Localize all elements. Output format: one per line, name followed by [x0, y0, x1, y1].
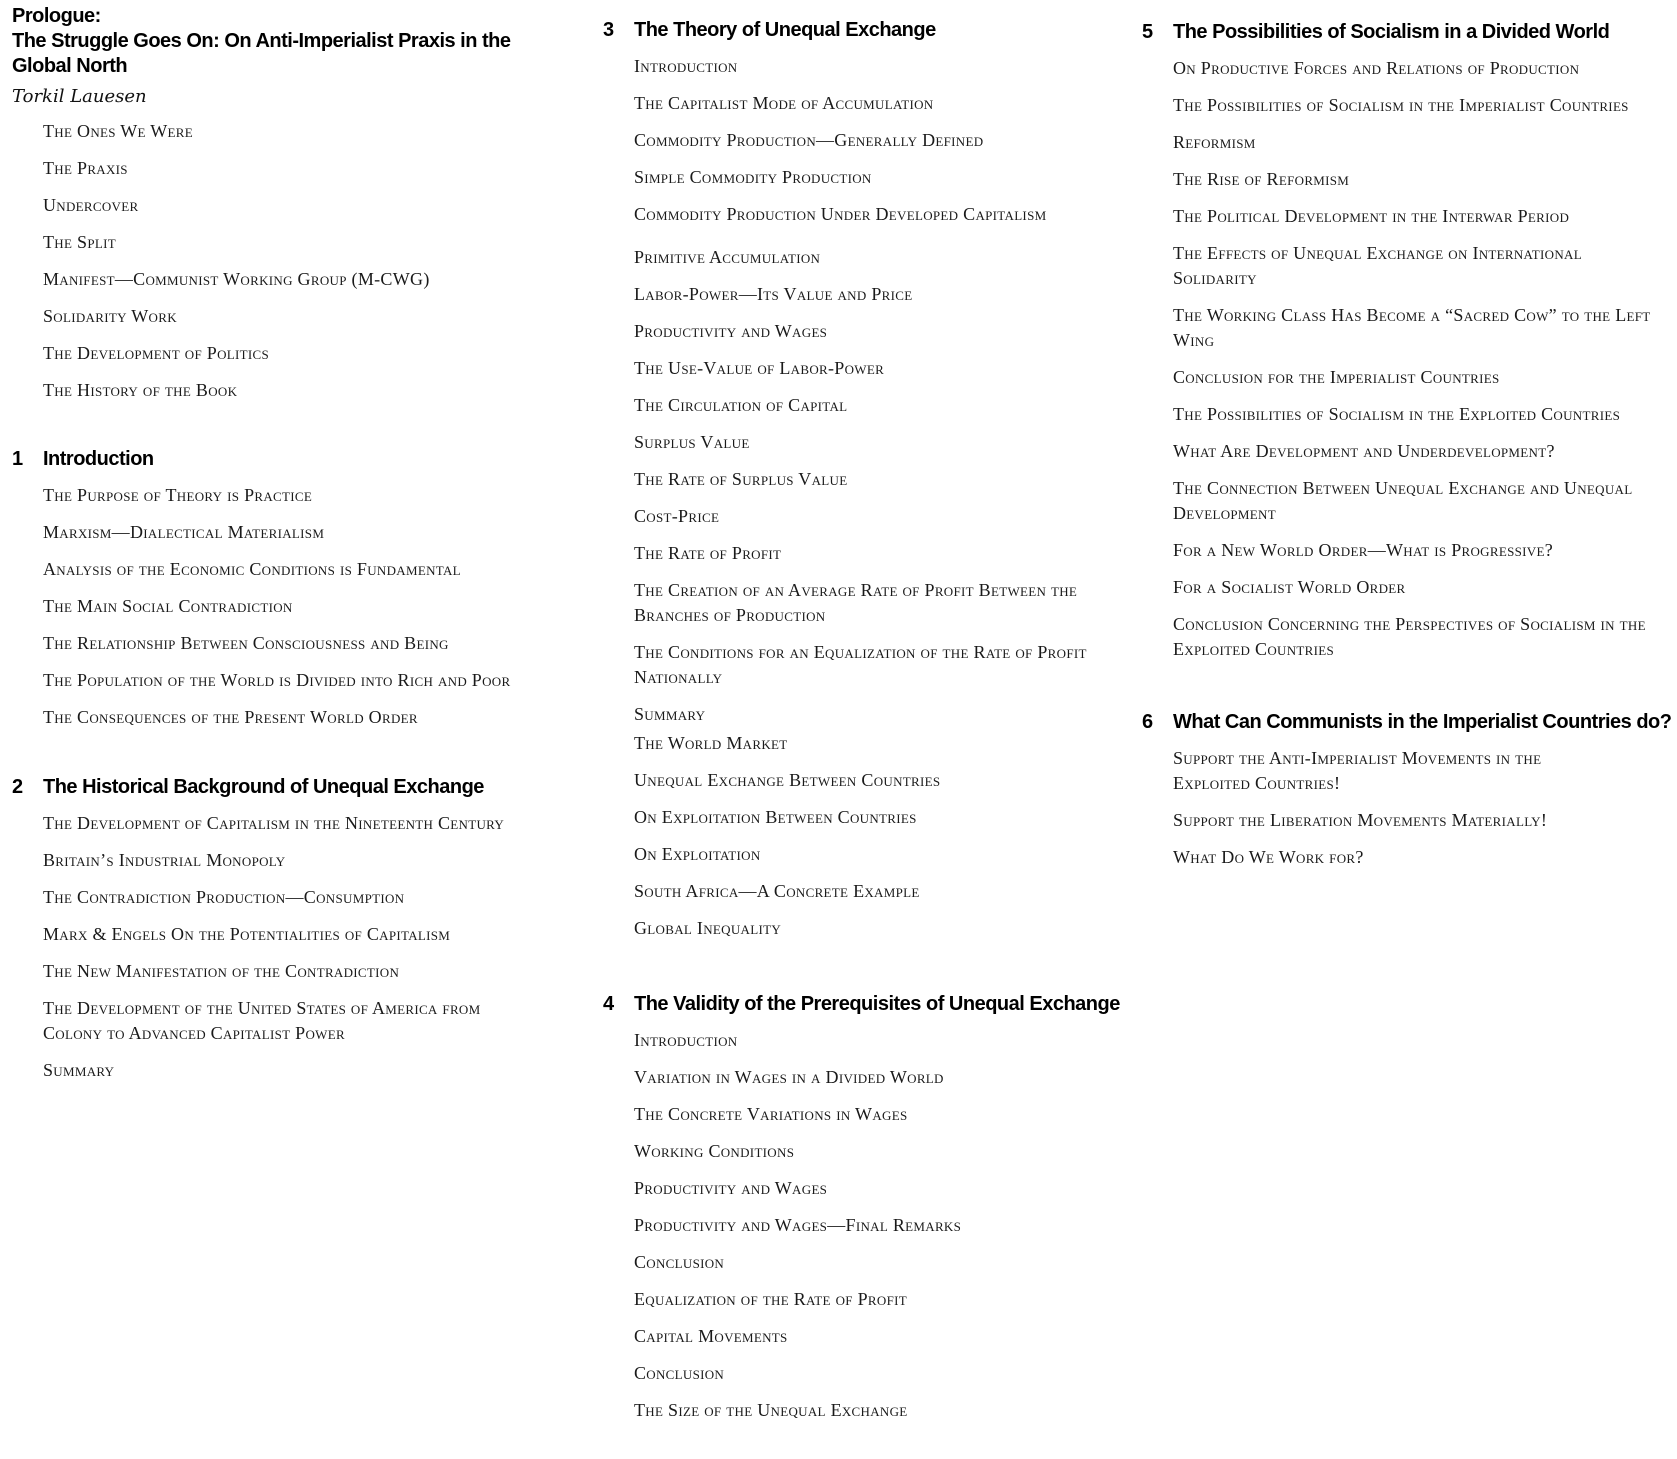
prologue-title: The Struggle Goes On: On Anti-Imperialist Praxis in the Global North — [12, 30, 511, 77]
toc-entry[interactable]: The Possibilities of Socialism in the Exploited Countries — [1173, 404, 1621, 424]
toc-entry[interactable]: Working Conditions — [634, 1141, 795, 1161]
toc-entry[interactable]: The Ones We Were — [43, 121, 194, 141]
chapter-number: 1 — [12, 448, 23, 470]
toc-entry[interactable]: The Consequences of the Present World Order — [43, 707, 418, 727]
toc-entry[interactable]: The Purpose of Theory is Practice — [43, 485, 313, 505]
toc-entry[interactable]: The Main Social Contradiction — [43, 596, 293, 616]
toc-entry[interactable]: The History of the Book — [43, 380, 238, 400]
toc-entry[interactable]: Analysis of the Economic Conditions is Fundamental — [43, 559, 461, 579]
toc-entry[interactable]: Productivity and Wages — [634, 321, 828, 341]
chapter-heading[interactable] — [1142, 20, 1677, 45]
toc-entry[interactable]: Introduction — [634, 1030, 738, 1050]
toc-entry[interactable]: The Use-Value of Labor-Power — [634, 358, 885, 378]
toc-entry[interactable]: On Exploitation Between Countries — [634, 807, 917, 827]
toc-entry[interactable]: Support the Anti-Imperialist Movements in the Exploited Countries! — [1173, 748, 1542, 793]
toc-entry[interactable]: The Conditions for an Equalization of the Rate of Profit Nationally — [634, 642, 1087, 687]
toc-entry[interactable]: Unequal Exchange Between Countries — [634, 770, 941, 790]
chapter-number: 5 — [1142, 21, 1153, 43]
toc-entry[interactable]: Commodity Production—Generally Defined — [634, 130, 984, 150]
toc-entry[interactable]: Productivity and Wages—Final Remarks — [634, 1215, 962, 1235]
prologue-label: Prologue: — [12, 5, 101, 27]
toc-entry[interactable]: The Praxis — [43, 158, 128, 178]
toc-entry[interactable]: The Split — [43, 232, 116, 252]
toc-entry[interactable]: The Rate of Surplus Value — [634, 469, 848, 489]
toc-entry[interactable]: Support the Liberation Movements Materially! — [1173, 810, 1548, 830]
toc-entry[interactable]: Primitive Accumulation — [634, 247, 821, 267]
toc-entry[interactable]: The Connection Between Unequal Exchange and Unequal Development — [1173, 478, 1633, 523]
chapter-entry-list — [12, 811, 553, 1083]
toc-entry[interactable]: The Political Development in the Interwar Period — [1173, 206, 1570, 226]
toc-entry[interactable]: Simple Commodity Production — [634, 167, 872, 187]
toc-entry[interactable]: Global Inequality — [634, 918, 782, 938]
toc-entry[interactable]: Solidarity Work — [43, 306, 177, 326]
chapter-number: 2 — [12, 776, 23, 798]
toc-entry[interactable]: The Circulation of Capital — [634, 395, 848, 415]
toc-entry[interactable]: The Development of the United States of America from Colony to Advanced Capitalist Power — [43, 998, 481, 1043]
chapter-entry-list — [12, 483, 572, 730]
chapter-number: 3 — [603, 19, 614, 41]
chapter-entry-list — [603, 1028, 1133, 1423]
prologue-entry-list — [12, 119, 572, 403]
chapter-heading[interactable] — [603, 992, 1133, 1017]
chapter-heading[interactable] — [603, 18, 1133, 43]
toc-entry[interactable]: The Rise of Reformism — [1173, 169, 1350, 189]
chapter-entry-list — [1142, 746, 1613, 870]
toc-entry[interactable]: Cost-Price — [634, 506, 720, 526]
toc-entry[interactable]: Manifest—Communist Working Group (M-CWG) — [43, 269, 430, 289]
toc-entry[interactable]: Capital Movements — [634, 1326, 788, 1346]
toc-entry[interactable]: What Are Development and Underdevelopment? — [1173, 441, 1555, 461]
toc-entry[interactable]: For a Socialist World Order — [1173, 577, 1406, 597]
toc-entry[interactable]: South Africa—A Concrete Example — [634, 881, 920, 901]
toc-entry[interactable]: The Contradiction Production—Consumption — [43, 887, 405, 907]
chapter-entry-list — [603, 54, 1119, 941]
toc-entry[interactable]: Undercover — [43, 195, 139, 215]
toc-entry[interactable]: The Relationship Between Consciousness and Being — [43, 633, 449, 653]
chapter-title: What Can Communists in the Imperialist Countries do? — [1173, 711, 1672, 733]
chapter-5-section — [1142, 20, 1677, 662]
toc-entry[interactable]: Marxism—Dialectical Materialism — [43, 522, 325, 542]
toc-entry[interactable]: The Effects of Unequal Exchange on International Solidarity — [1173, 243, 1582, 288]
chapter-3-section — [603, 18, 1133, 941]
toc-entry[interactable]: On Exploitation — [634, 844, 761, 864]
chapter-heading[interactable] — [12, 447, 572, 472]
toc-entry[interactable]: The World Market — [634, 733, 788, 753]
chapter-title: The Possibilities of Socialism in a Divided World — [1173, 21, 1610, 43]
toc-entry[interactable]: The Development of Politics — [43, 343, 270, 363]
prologue-section — [12, 4, 572, 403]
toc-entry[interactable]: Reformism — [1173, 132, 1256, 152]
toc-entry[interactable]: Conclusion — [634, 1363, 725, 1383]
toc-entry[interactable]: The Creation of an Average Rate of Profit Between the Branches of Production — [634, 580, 1078, 625]
toc-entry[interactable]: The Working Class Has Become a “Sacred Cow” to the Left Wing — [1173, 305, 1651, 350]
chapter-heading[interactable] — [12, 775, 572, 800]
chapter-title: Introduction — [43, 448, 154, 470]
toc-entry[interactable]: For a New World Order—What is Progressive? — [1173, 540, 1553, 560]
toc-entry[interactable]: The Capitalist Mode of Accumulation — [634, 93, 934, 113]
chapter-title: The Historical Background of Unequal Exchange — [43, 776, 484, 798]
chapter-number: 4 — [603, 993, 614, 1015]
toc-entry[interactable]: Surplus Value — [634, 432, 750, 452]
toc-entry[interactable]: Conclusion — [634, 1252, 725, 1272]
toc-entry[interactable]: Productivity and Wages — [634, 1178, 828, 1198]
toc-entry[interactable]: The Development of Capitalism in the Nineteenth Century — [43, 813, 505, 833]
toc-entry[interactable]: The Rate of Profit — [634, 543, 782, 563]
chapter-heading[interactable] — [1142, 710, 1677, 735]
toc-entry[interactable]: The Size of the Unequal Exchange — [634, 1400, 908, 1420]
chapter-2-section — [12, 775, 572, 1083]
chapter-6-section — [1142, 710, 1677, 870]
toc-entry[interactable]: Introduction — [634, 56, 738, 76]
chapter-entry-list — [1142, 56, 1663, 662]
toc-entry[interactable]: Conclusion for the Imperialist Countries — [1173, 367, 1500, 387]
toc-entry[interactable]: The New Manifestation of the Contradiction — [43, 961, 400, 981]
toc-entry[interactable]: Britain’s Industrial Monopoly — [43, 850, 286, 870]
toc-entry[interactable]: Equalization of the Rate of Profit — [634, 1289, 907, 1309]
toc-entry[interactable]: The Population of the World is Divided into Rich and Poor — [43, 670, 511, 690]
toc-entry[interactable]: Variation in Wages in a Divided World — [634, 1067, 944, 1087]
toc-entry[interactable]: The Possibilities of Socialism in the Imperialist Countries — [1173, 95, 1629, 115]
prologue-author: Torkil Lauesen — [12, 86, 147, 107]
toc-entry[interactable]: What Do We Work for? — [1173, 847, 1364, 867]
toc-entry[interactable]: Conclusion Concerning the Perspectives of Socialism in the Exploited Countries — [1173, 614, 1646, 659]
chapter-number: 6 — [1142, 711, 1153, 733]
toc-entry[interactable]: Summary — [634, 704, 706, 724]
chapter-title: The Theory of Unequal Exchange — [634, 19, 936, 41]
toc-entry[interactable]: Summary — [43, 1060, 115, 1080]
chapter-title: The Validity of the Prerequisites of Unequal Exchange — [634, 993, 1120, 1015]
toc-entry[interactable]: On Productive Forces and Relations of Production — [1173, 58, 1580, 78]
toc-entry[interactable]: Commodity Production Under Developed Capitalism — [634, 204, 1047, 224]
chapter-1-section — [12, 447, 572, 730]
toc-entry[interactable]: The Concrete Variations in Wages — [634, 1104, 908, 1124]
toc-entry[interactable]: Labor-Power—Its Value and Price — [634, 284, 913, 304]
chapter-4-section — [603, 992, 1133, 1423]
toc-entry[interactable]: Marx & Engels On the Potentialities of Capitalism — [43, 924, 451, 944]
